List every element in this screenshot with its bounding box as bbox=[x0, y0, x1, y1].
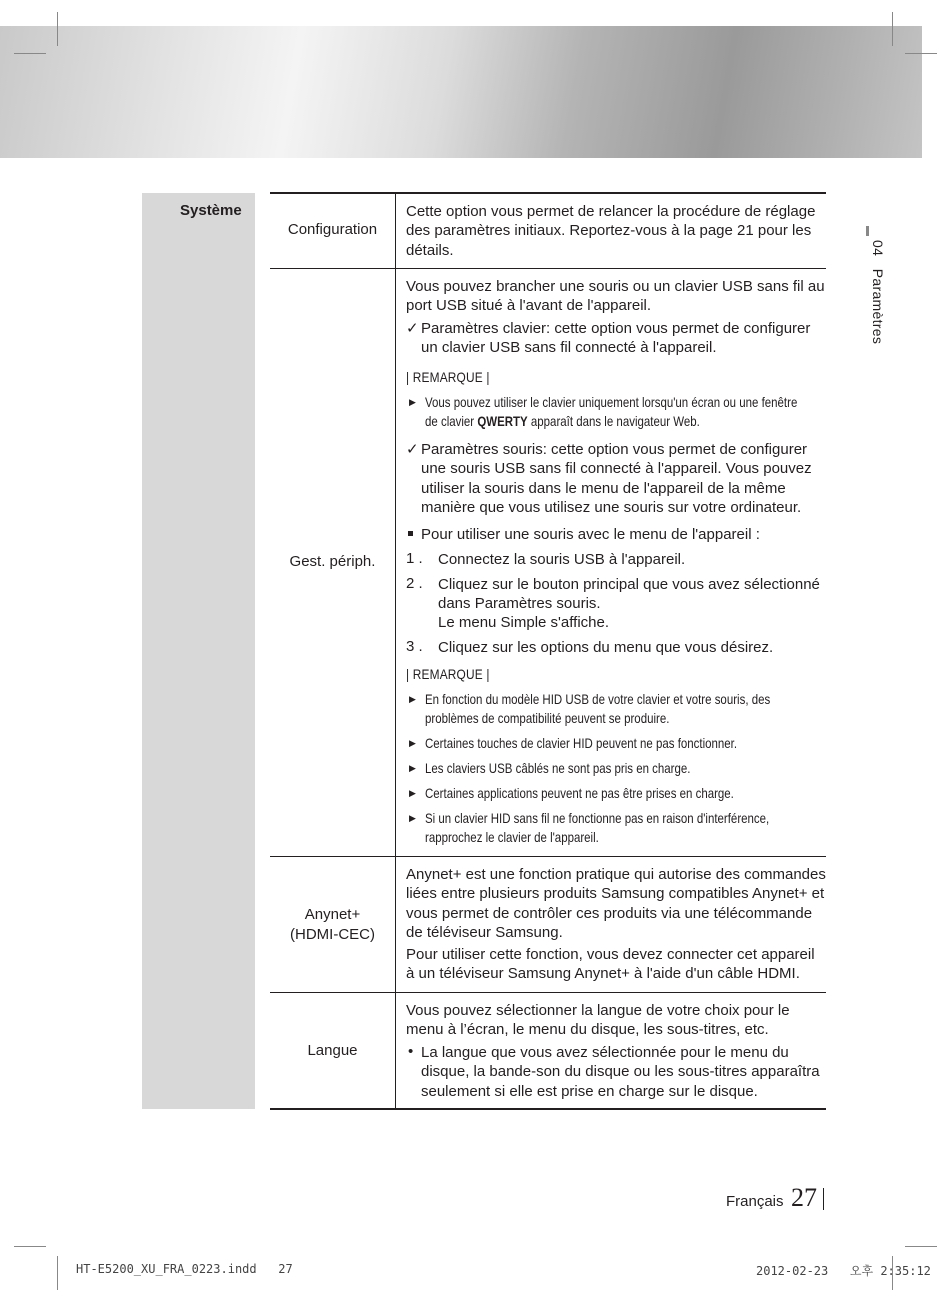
check-icon: ✓ bbox=[406, 320, 419, 337]
crop-mark bbox=[905, 53, 937, 54]
peripherals-intro: Vous pouvez brancher une souris ou un clavier USB sans fil au port USB situé à l'avant de l'appareil. bbox=[406, 278, 825, 315]
note-item: Certaines applications peuvent ne pas être prises en charge. bbox=[425, 785, 734, 801]
crop-mark bbox=[905, 1246, 937, 1247]
crop-mark bbox=[14, 53, 46, 54]
triangle-bullet-icon: ▶ bbox=[409, 763, 416, 773]
step-number: 1 . bbox=[406, 550, 423, 567]
row-divider bbox=[270, 856, 826, 857]
row-label-language: Langue bbox=[307, 1042, 358, 1059]
keyboard-note-c: apparaît dans le navigateur Web. bbox=[527, 413, 700, 429]
row-label-configuration: Configuration bbox=[287, 221, 378, 238]
step-number: 2 . bbox=[406, 575, 423, 592]
side-tab-marker bbox=[866, 226, 869, 236]
note-item: Si un clavier HID sans fil ne fonctionne pas en raison d'interférence, rapprochez le clavier de l'appareil. bbox=[425, 810, 770, 845]
footer-language: Français bbox=[726, 1193, 784, 1210]
bullet-icon: • bbox=[408, 1043, 414, 1060]
step-text: Connectez la souris USB à l'appareil. bbox=[438, 551, 686, 568]
crop-mark bbox=[892, 12, 893, 46]
row-divider bbox=[270, 268, 826, 269]
triangle-bullet-icon: ▶ bbox=[409, 694, 416, 704]
system-heading: Système bbox=[180, 202, 242, 219]
note-item: Les claviers USB câblés ne sont pas pris en charge. bbox=[425, 760, 691, 776]
language-description: Vous pouvez sélectionner la langue de votre choix pour le menu à l’écran, le menu du disque, les sous-titres, etc. bbox=[406, 1002, 790, 1039]
check-icon: ✓ bbox=[406, 441, 419, 458]
mouse-settings-title: Paramètres souris bbox=[421, 441, 543, 458]
note-item: En fonction du modèle HID USB de votre clavier et votre souris, des problèmes de compatibilité peuvent se produire. bbox=[425, 691, 771, 726]
table-bottom-rule bbox=[270, 1108, 826, 1110]
triangle-bullet-icon: ▶ bbox=[409, 813, 416, 823]
step-text: Cliquez sur les options du menu que vous désirez. bbox=[438, 639, 774, 656]
header-banner bbox=[0, 26, 922, 158]
side-tab-chapter: 04 bbox=[870, 240, 886, 257]
mouse-settings-body: : cette option vous permet de configurer une souris USB sans fil connecté à l'appareil. Vous pouvez utiliser la souris dans le menu de l'appareil de la même manière que vous utilisez une souris sur votre ordinateur. bbox=[421, 441, 812, 517]
triangle-bullet-icon: ▶ bbox=[409, 738, 416, 748]
note-item: Certaines touches de clavier HID peuvent ne pas fonctionner. bbox=[425, 735, 738, 751]
keyboard-settings-title: Paramètres clavier bbox=[421, 320, 547, 337]
crop-mark bbox=[14, 1246, 46, 1247]
keyboard-settings-body: : cette option vous permet de configurer un clavier USB sans fil connecté à l'appareil. bbox=[421, 320, 811, 357]
remarque-heading: | REMARQUE | bbox=[406, 369, 490, 385]
footer-divider bbox=[823, 1188, 824, 1210]
step-text: Cliquez sur le bouton principal que vous avez sélectionné bbox=[438, 576, 820, 593]
mouse-settings-text bbox=[421, 440, 826, 518]
side-tab-title: Paramètres bbox=[870, 268, 886, 345]
keyboard-note bbox=[425, 393, 810, 431]
step-number: 3 . bbox=[406, 638, 423, 655]
crop-mark bbox=[57, 1256, 58, 1290]
column-divider bbox=[395, 193, 396, 1109]
print-stamp: 2012-02-23 오후 2:35:12 bbox=[756, 1264, 931, 1278]
anynet-label-line: (HDMI-CEC) bbox=[290, 926, 375, 943]
page-number: 27 bbox=[791, 1183, 817, 1212]
file-slug: HT-E5200_XU_FRA_0223.indd 27 bbox=[76, 1262, 293, 1276]
side-tab bbox=[870, 240, 886, 344]
system-column bbox=[142, 193, 255, 1109]
anynet-label-line: Anynet+ bbox=[304, 906, 361, 923]
anynet-paragraph: Pour utiliser cette fonction, vous devez connecter cet appareil à un téléviseur Samsung Anynet+ à l'aide d'un câble HDMI. bbox=[406, 945, 815, 983]
step-text: dans Paramètres souris. bbox=[438, 595, 601, 612]
square-bullet-icon bbox=[408, 531, 413, 536]
keyboard-note-a: Vous pouvez utiliser le clavier uniquement lorsqu'un écran ou une fenêtre de clavier bbox=[425, 394, 798, 429]
triangle-bullet-icon: ▶ bbox=[409, 788, 416, 798]
triangle-bullet-icon: ▶ bbox=[409, 397, 416, 407]
crop-mark bbox=[57, 12, 58, 46]
row-label-anynet bbox=[270, 905, 395, 945]
table-top-rule bbox=[270, 192, 826, 194]
row-label-peripherals: Gest. périph. bbox=[289, 553, 376, 570]
keyboard-settings-text bbox=[421, 319, 826, 358]
keyboard-note-qwerty: QWERTY bbox=[477, 413, 528, 429]
row-divider bbox=[270, 992, 826, 993]
language-bullet-text: La langue que vous avez sélectionnée pour le menu du disque, la bande-son du disque ou les sous-titres apparaîtra seulement si elle est prise en charge sur le disque. bbox=[421, 1044, 820, 1100]
steps-heading: Pour utiliser une souris avec le menu de l'appareil : bbox=[421, 526, 760, 543]
anynet-paragraph: Anynet+ est une fonction pratique qui autorise des commandes liées entre plusieurs produits Samsung compatibles Anynet+ et vous permet de contrôler ces produits via une télécommande de téléviseur Samsung. bbox=[406, 866, 826, 942]
remarque-heading: | REMARQUE | bbox=[406, 666, 490, 682]
step-text: Le menu Simple s'affiche. bbox=[438, 614, 610, 631]
anynet-description bbox=[406, 865, 826, 983]
configuration-description: Cette option vous permet de relancer la procédure de réglage des paramètres initiaux. Reportez-vous à la page 21 pour les détails. bbox=[406, 203, 816, 259]
